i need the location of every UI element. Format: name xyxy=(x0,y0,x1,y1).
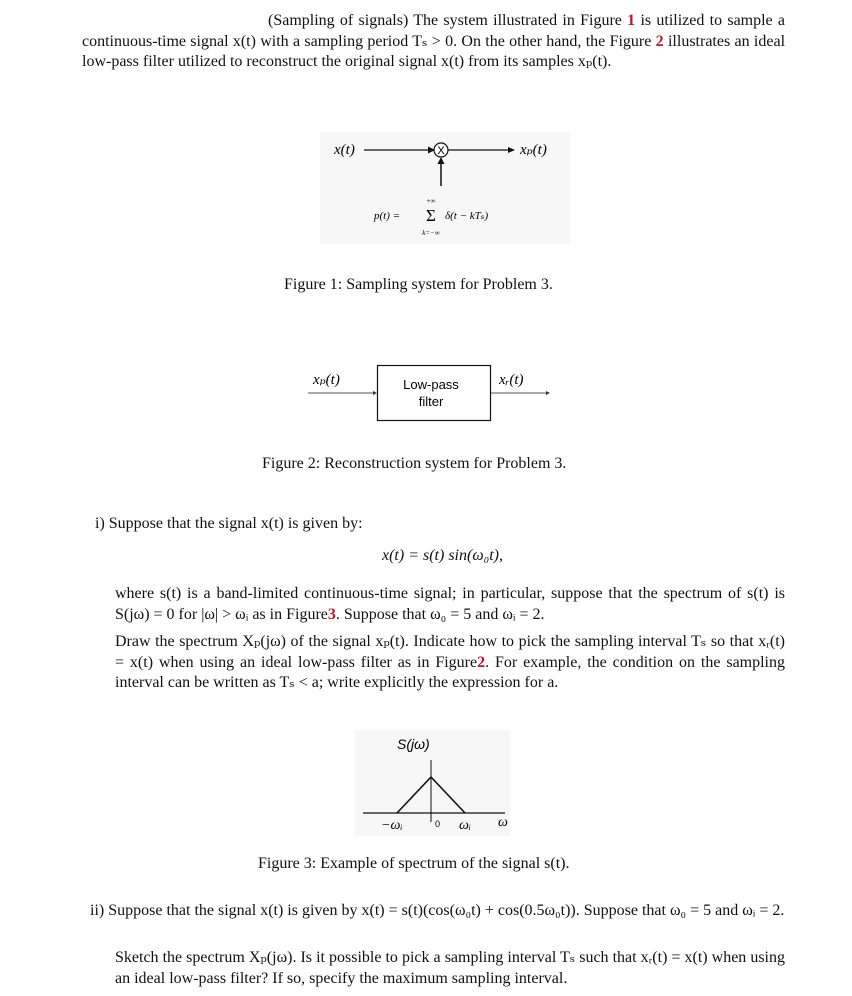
part-i-paragraph-2 xyxy=(115,632,785,694)
figure-2-reference-part-i[interactable]: 2 xyxy=(477,653,486,671)
part-i-paragraph-1 xyxy=(115,584,785,625)
part-i-text-2b: . For example, the condition on the sampling interval can be written as Tₛ < a; write explicitly the expression for a. xyxy=(115,653,786,691)
figure-1-caption: Figure 1: Sampling system for Problem 3. xyxy=(284,276,553,293)
fig2-output-label: xᵣ(t) xyxy=(499,372,524,388)
low-pass-filter-box xyxy=(378,366,491,421)
figure-2-reference[interactable]: 2 xyxy=(655,32,664,50)
fig2-input-arrowhead xyxy=(373,391,377,395)
filter-label-line-2: filter xyxy=(418,394,444,409)
part-i-text-2a: Draw the spectrum Xₚ(jω) of the signal xₚ(t). Indicate how to pick the sampling interval Tₛ so that xᵣ(t) = x(t) when using an ideal low-pass filter as in Figure xyxy=(115,633,785,671)
omega-axis-label: ω xyxy=(498,815,508,830)
figure-3-caption: Figure 3: Example of spectrum of the signal s(t). xyxy=(258,855,570,872)
figure-3-background xyxy=(355,730,510,836)
sum-term: δ(t − kTₛ) xyxy=(445,210,489,222)
filter-label-line-1: Low-pass xyxy=(403,377,459,392)
sum-lower-limit: k=−∞ xyxy=(422,229,440,237)
fig1-input-label: x(t) xyxy=(334,142,355,158)
figure-3-reference[interactable]: 3 xyxy=(327,605,336,623)
part-ii-text-2: Sketch the spectrum Xₚ(jω). Is it possible to pick a sampling interval Tₛ such that xᵣ(t) = x(t) when using an ideal low-pass filter? If so, specify the maximum sampling interval. xyxy=(115,949,785,987)
intro-text-3: illustrates an ideal low-pass filter utilized to reconstruct the original signal x(t) from its samples xₚ(t). xyxy=(82,32,786,70)
part-ii-paragraph-1 xyxy=(90,901,785,922)
figure-1-sampling-diagram xyxy=(320,132,570,244)
intro-text-2: is utilized to sample a continuous-time signal x(t) with a sampling period Tₛ > 0. On the other hand, the Figure xyxy=(82,12,786,50)
part-ii-paragraph-2 xyxy=(115,948,785,989)
figure-2-reconstruction-diagram xyxy=(306,360,556,426)
multiplier-symbol: X xyxy=(437,145,445,157)
zero-tick: 0 xyxy=(435,819,441,829)
part-ii-text-1: ii) Suppose that the signal x(t) is given by x(t) = s(t)(cos(ω₀t) + cos(0.5ω₀t)). Suppose that ω₀ = 5 and ωᵢ = 2. xyxy=(90,902,785,919)
fig2-input-label: xₚ(t) xyxy=(313,372,340,388)
neg-omega-tick: −ωᵢ xyxy=(381,818,403,833)
part-i-text-1a: where s(t) is a band-limited continuous-time signal; in particular, suppose that the spectrum of s(t) is S(jω) = 0 for |ω| > ωᵢ as in Figure xyxy=(115,585,785,623)
fig1-output-label: xₚ(t) xyxy=(520,142,547,158)
impulse-train-lhs: p(t) = xyxy=(374,210,401,222)
intro-paragraph xyxy=(82,11,785,73)
part-i-text-1b: . Suppose that ω₀ = 5 and ωᵢ = 2. xyxy=(335,605,545,623)
figure-2-caption: Figure 2: Reconstruction system for Problem 3. xyxy=(262,455,567,472)
part-i-lead: i) Suppose that the signal x(t) is given by: xyxy=(95,515,363,532)
intro-text-1: (Sampling of signals) The system illustrated in Figure xyxy=(268,12,622,29)
sum-symbol: Σ xyxy=(426,206,436,225)
figure-1-reference[interactable]: 1 xyxy=(627,12,636,29)
sum-upper-limit: +∞ xyxy=(426,197,436,205)
figure-3-spectrum-plot xyxy=(355,730,525,838)
fig2-output-arrowhead xyxy=(546,391,550,395)
part-i-equation: x(t) = s(t) sin(ω₀t), xyxy=(382,547,503,564)
pos-omega-tick: ωᵢ xyxy=(459,818,472,833)
spectrum-y-label: S(jω) xyxy=(397,736,430,752)
